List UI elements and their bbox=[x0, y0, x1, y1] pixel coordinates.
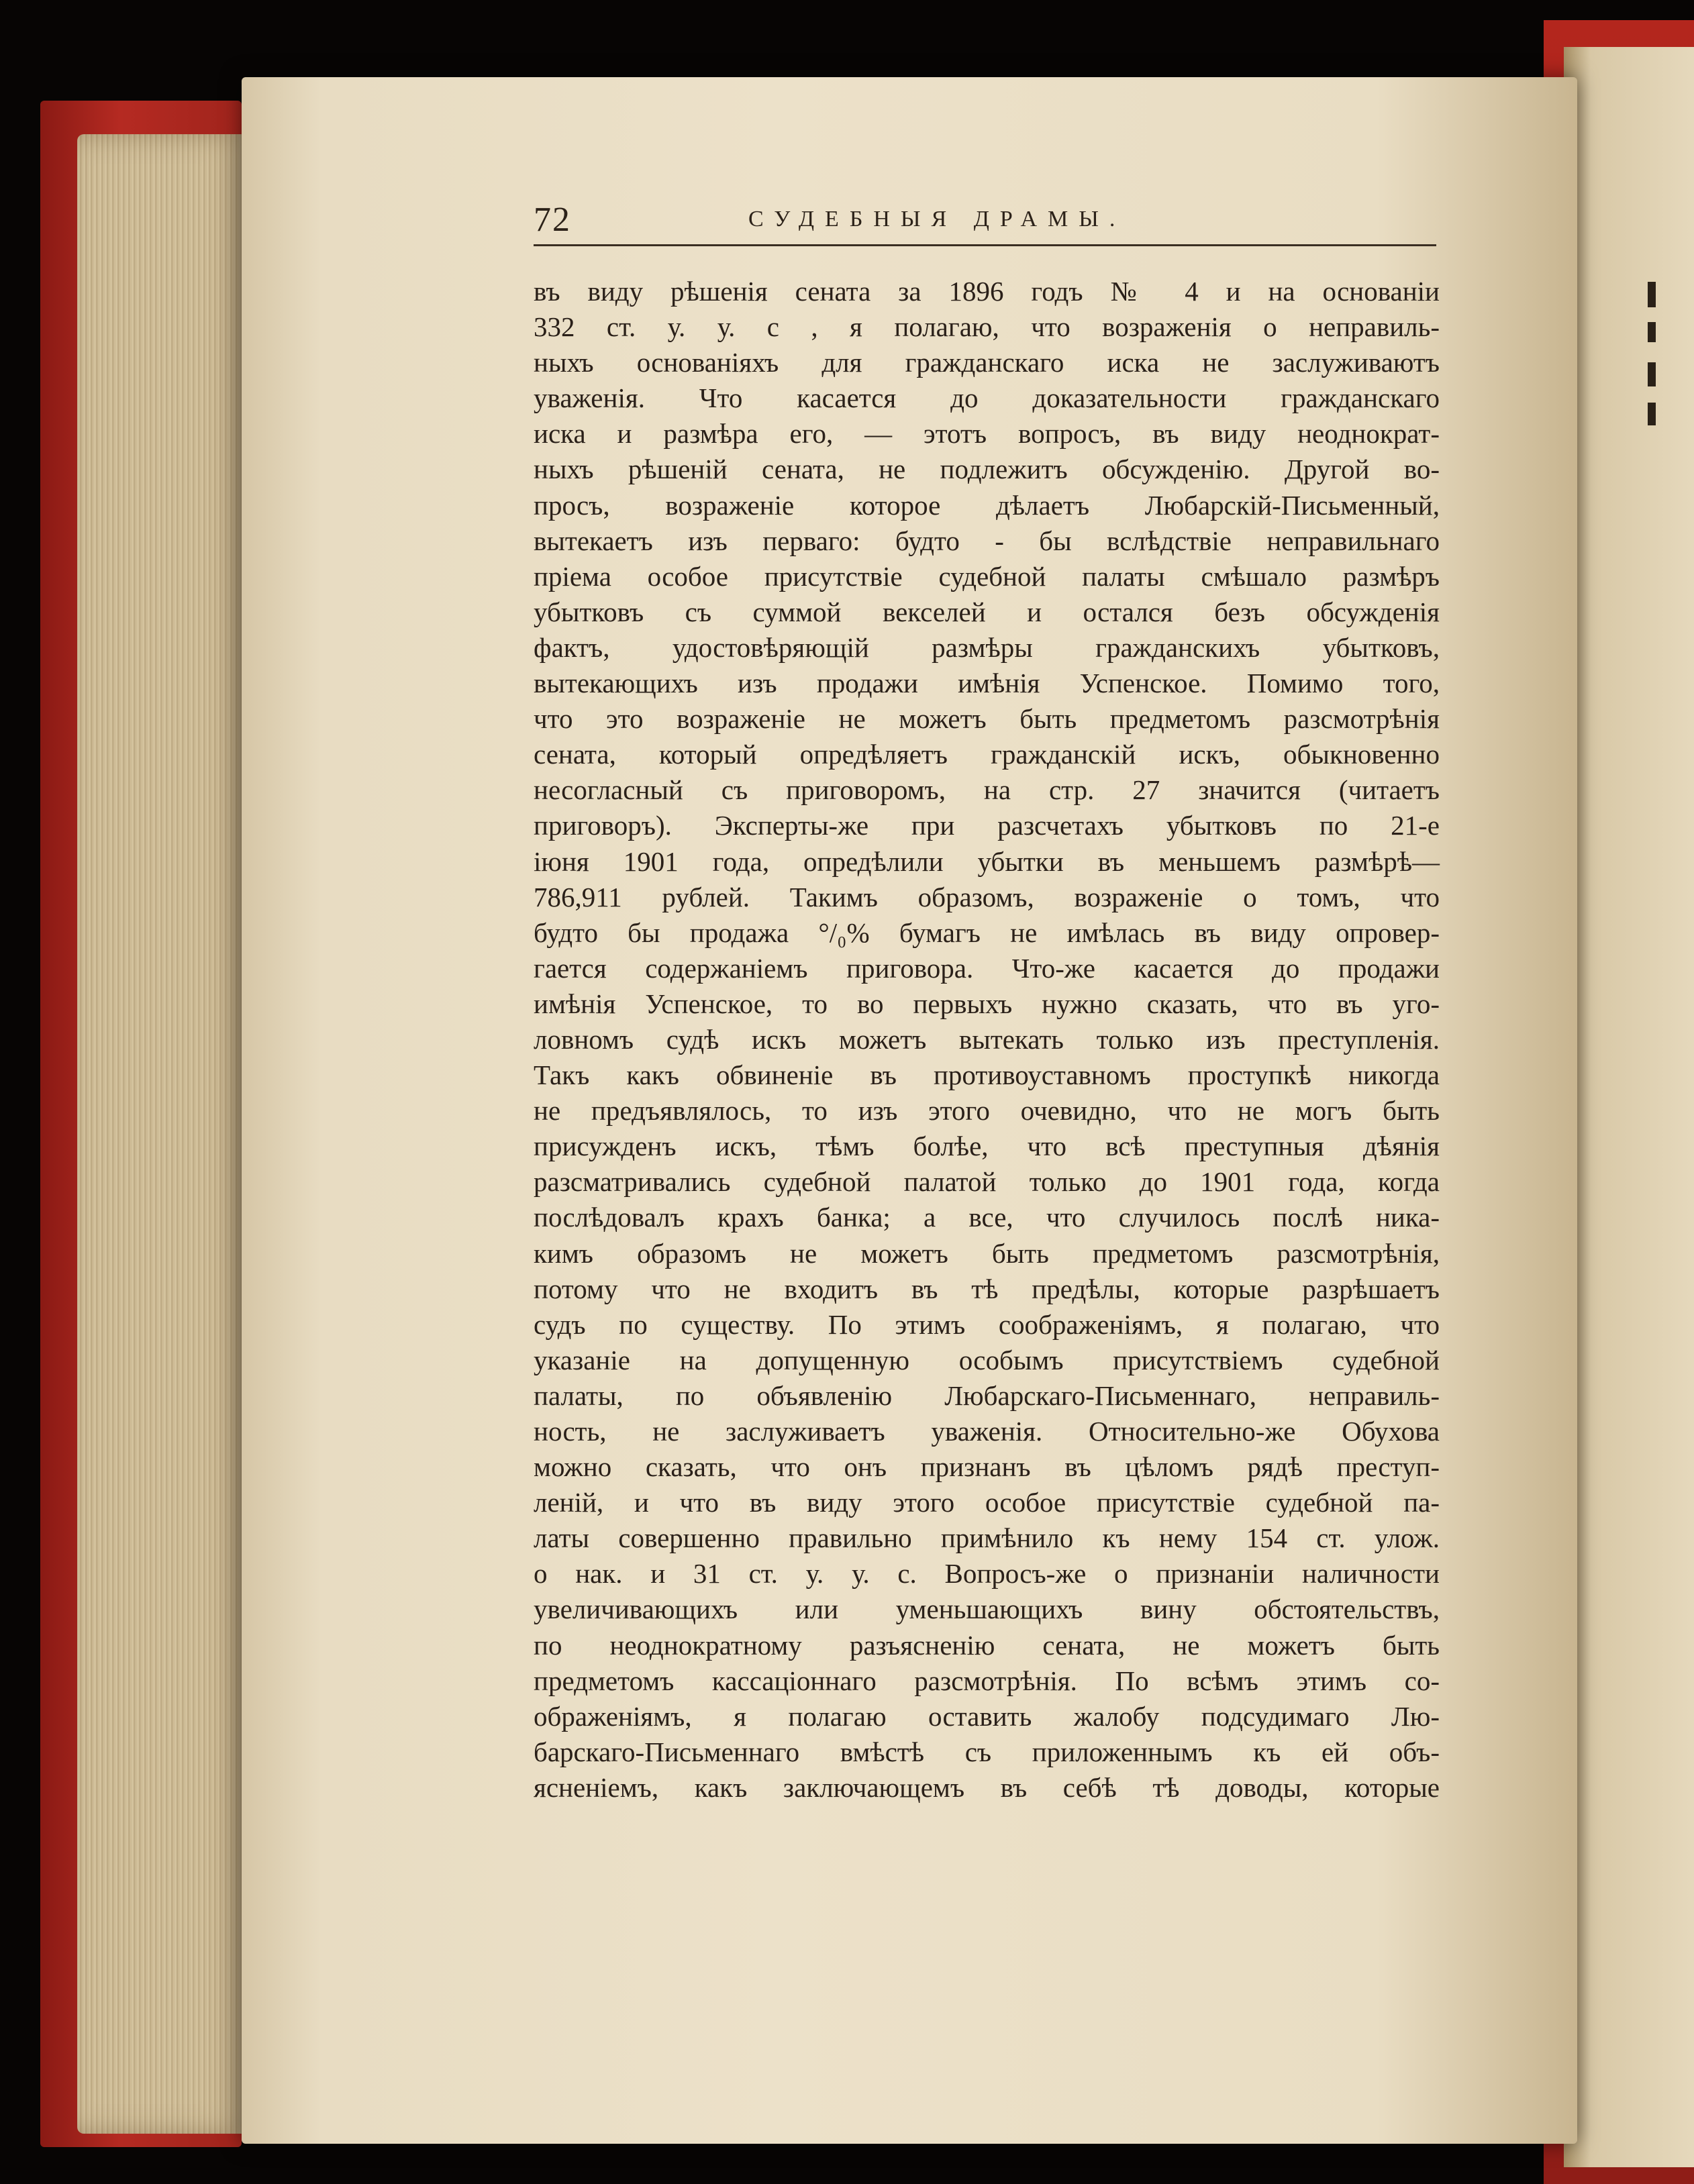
body-text bbox=[534, 274, 1440, 1806]
text-line: палаты, по объявленію Любарскаго-Письменнаго, неправиль- bbox=[534, 1380, 1440, 1411]
text-line: сената, который опредѣляетъ гражданскій искъ, обыкновенно bbox=[534, 739, 1440, 770]
header-rule bbox=[534, 244, 1436, 246]
text-line: приговоръ). Эксперты-же при разсчетахъ убытковъ по 21-е bbox=[534, 810, 1440, 841]
text-line: кимъ образомъ не можетъ быть предметомъ разсмотрѣнія, bbox=[534, 1237, 1440, 1269]
text-line: потому что не входитъ въ тѣ предѣлы, которые разрѣшаетъ bbox=[534, 1273, 1440, 1304]
text-line: въ виду рѣшенія сената за 1896 годъ № 4 и на основаніи bbox=[534, 276, 1440, 307]
text-line: ображеніямъ, я полагаю оставить жалобу подсудимаго Лю- bbox=[534, 1700, 1440, 1732]
text-line: указаніе на допущенную особымъ присутствіемъ судебной bbox=[534, 1344, 1440, 1375]
text-line: убытковъ съ суммой векселей и остался безъ обсужденія bbox=[534, 596, 1440, 627]
text-line: судъ по существу. По этимъ соображеніямъ, я полагаю, что bbox=[534, 1308, 1440, 1340]
text-line: увеличивающихъ или уменьшающихъ вину обстоятельствъ, bbox=[534, 1594, 1440, 1625]
text-line: имѣнія Успенское, то во первыхъ нужно сказать, что въ уго- bbox=[534, 988, 1440, 1019]
text-line: фактъ, удостовѣряющій размѣры гражданскихъ убытковъ, bbox=[534, 631, 1440, 663]
text-line: разсматривались судебной палатой только до 1901 года, когда bbox=[534, 1166, 1440, 1198]
text-line: Такъ какъ обвиненіе въ противоуставномъ проступкѣ никогда bbox=[534, 1059, 1440, 1091]
text-line: леній, и что въ виду этого особое присутствіе судебной па- bbox=[534, 1487, 1440, 1518]
text-line: 786,911 рублей. Такимъ образомъ, возраженіе о томъ, что bbox=[534, 881, 1440, 913]
text-line: ясненіемъ, какъ заключающемъ въ себѣ тѣ доводы, которые bbox=[534, 1771, 1440, 1803]
facing-page bbox=[1564, 47, 1694, 2167]
text-line: иска и размѣра его, — этотъ вопросъ, въ виду неоднократ- bbox=[534, 418, 1440, 450]
text-line: ловномъ судѣ искъ можетъ вытекать только изъ преступленія. bbox=[534, 1023, 1440, 1055]
text-line: гается содержаніемъ приговора. Что-же касается до продажи bbox=[534, 952, 1440, 984]
text-line: уваженія. Что касается до доказательности гражданскаго bbox=[534, 382, 1440, 414]
text-line: пріема особое присутствіе судебной палаты смѣшало размѣръ bbox=[534, 560, 1440, 592]
page-edges bbox=[77, 134, 245, 2134]
text-line: по неоднократному разъясненію сената, не можетъ быть bbox=[534, 1629, 1440, 1661]
text-line: ность, не заслуживаетъ уваженія. Относительно-же Обухова bbox=[534, 1416, 1440, 1447]
text-line: 332 ст. у. у. с , я полагаю, что возраженія о неправиль- bbox=[534, 311, 1440, 343]
text-line: можно сказать, что онъ признанъ въ цѣломъ рядѣ преступ- bbox=[534, 1451, 1440, 1483]
text-line: будто бы продажа °/₀% бумагъ не имѣлась въ виду опровер- bbox=[534, 917, 1440, 948]
running-title: СУДЕБНЫЯ ДРАМЫ. bbox=[748, 207, 1126, 231]
text-line: іюня 1901 года, опредѣлили убытки въ меньшемъ размѣрѣ— bbox=[534, 845, 1440, 877]
text-line: вытекающихъ изъ продажи имѣнія Успенское. Помимо того, bbox=[534, 668, 1440, 699]
page-number: 72 bbox=[534, 201, 571, 239]
text-line: несогласный съ приговоромъ, на стр. 27 значится (читаетъ bbox=[534, 774, 1440, 806]
text-line: ныхъ рѣшеній сената, не подлежитъ обсужденію. Другой во- bbox=[534, 454, 1440, 485]
text-line: просъ, возраженіе которое дѣлаетъ Любарскій-Письменный, bbox=[534, 489, 1440, 521]
text-line: о нак. и 31 ст. у. у. с. Вопросъ-же о признаніи наличности bbox=[534, 1558, 1440, 1590]
text-line: послѣдовалъ крахъ банка; а все, что случилось послѣ ника- bbox=[534, 1202, 1440, 1233]
text-line: барскаго-Письменнаго вмѣстѣ съ приложеннымъ къ ей объ- bbox=[534, 1736, 1440, 1767]
text-line: латы совершенно правильно примѣнило къ нему 154 ст. улож. bbox=[534, 1522, 1440, 1554]
text-line: присужденъ искъ, тѣмъ болѣе, что всѣ преступныя дѣянія bbox=[534, 1131, 1440, 1162]
text-line: предметомъ кассаціоннаго разсмотрѣнія. По всѣмъ этимъ со- bbox=[534, 1665, 1440, 1696]
text-line: не предъявлялось, то изъ этого очевидно, что не могъ быть bbox=[534, 1095, 1440, 1127]
text-line: ныхъ основаніяхъ для гражданскаго иска не заслуживаютъ bbox=[534, 347, 1440, 378]
page-header bbox=[534, 195, 1436, 248]
text-line: что это возраженіе не можетъ быть предметомъ разсмотрѣнія bbox=[534, 703, 1440, 735]
text-line: вытекаетъ изъ перваго: будто - бы вслѣдствіе неправильнаго bbox=[534, 525, 1440, 556]
